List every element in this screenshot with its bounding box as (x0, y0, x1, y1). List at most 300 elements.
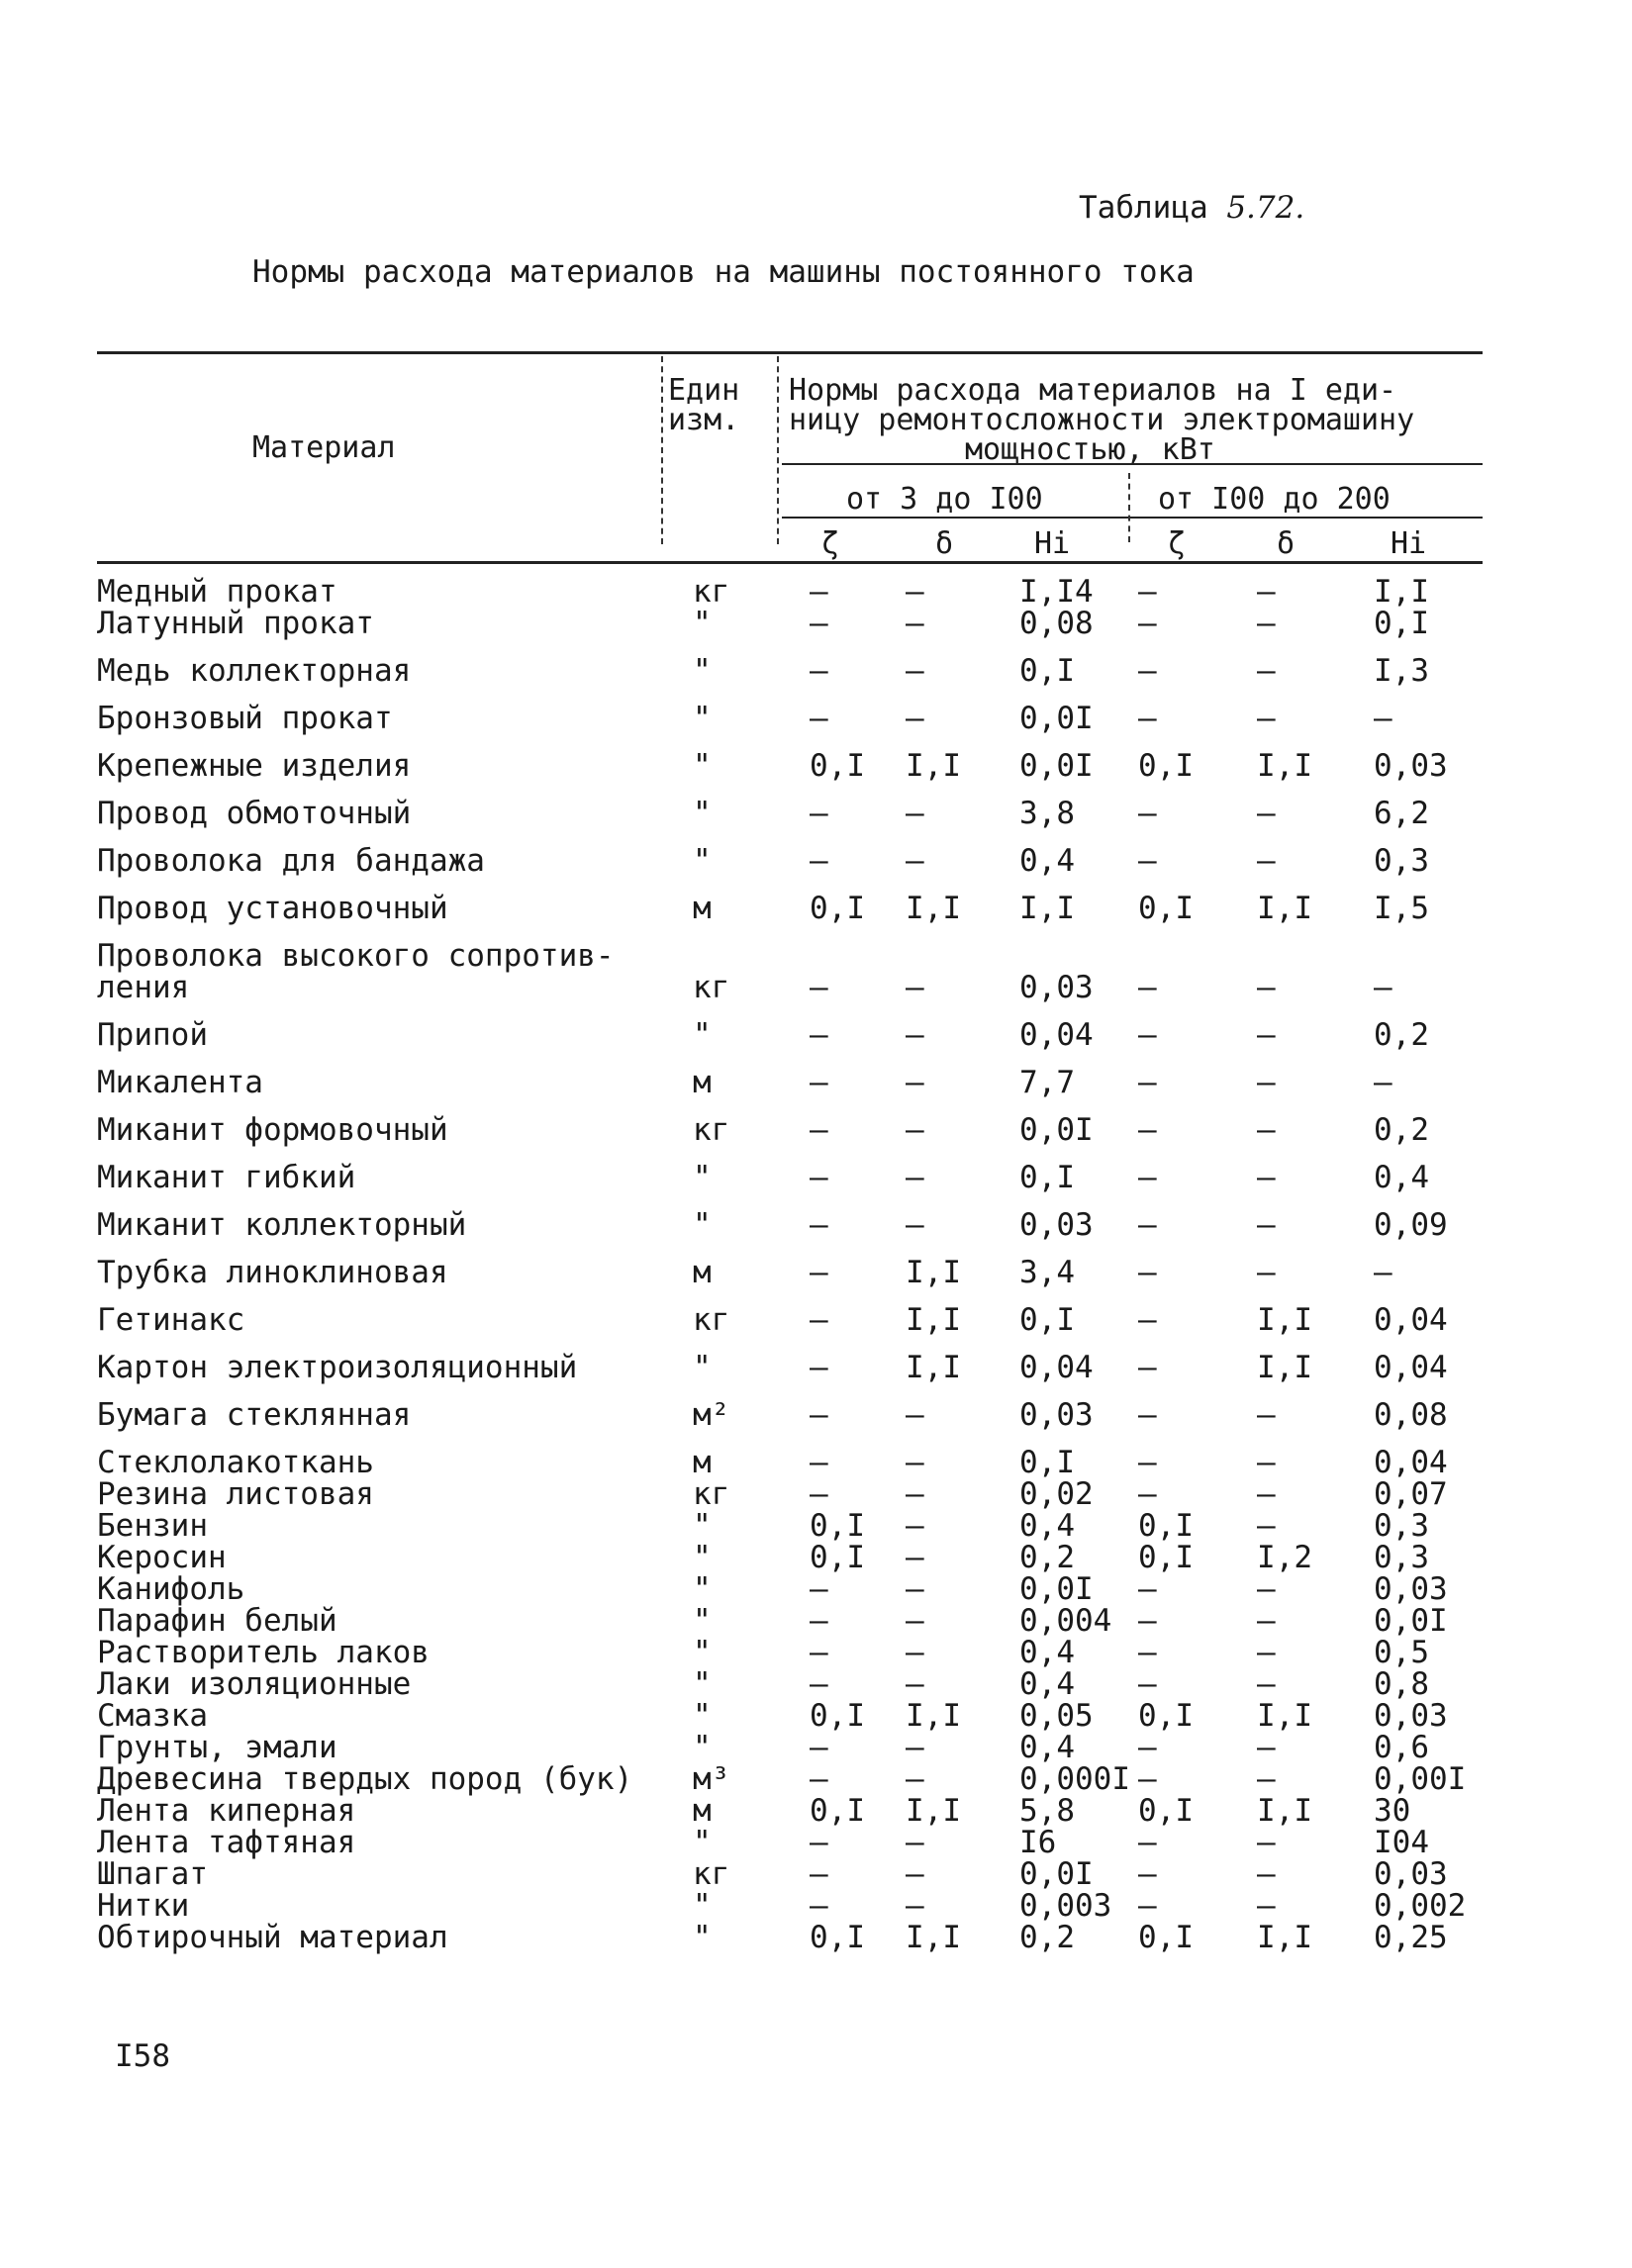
table-row (0, 798, 1632, 829)
value-cell: I,I (906, 1255, 961, 1290)
material-cell: Лаки изоляционные (97, 1666, 412, 1702)
value-cell: 0,I (1019, 653, 1075, 689)
value-cell: – (1138, 970, 1157, 1005)
unit-cell: " (693, 1825, 712, 1860)
value-cell: 0,03 (1019, 970, 1094, 1005)
value-cell: – (1257, 1730, 1276, 1765)
material-cell: Лента киперная (97, 1793, 356, 1829)
table-row (0, 893, 1632, 924)
table-number-value: 5.72. (1226, 190, 1305, 226)
unit-cell: м² (693, 1397, 730, 1433)
table-row (0, 1209, 1632, 1241)
material-cell: Микалента (97, 1065, 263, 1100)
sub-header-6: Hi (1391, 526, 1427, 561)
table-row (0, 1399, 1632, 1431)
value-cell: 0,I (810, 748, 865, 784)
value-cell: 0,0I (1019, 1112, 1094, 1148)
value-cell: – (1257, 970, 1276, 1005)
value-cell: – (906, 1445, 924, 1480)
value-cell: – (1257, 1635, 1276, 1670)
table-row (0, 845, 1632, 877)
value-cell: – (1138, 1825, 1157, 1860)
value-cell: I,I (1257, 748, 1312, 784)
material-cell: Шпагат (97, 1856, 208, 1892)
value-cell: – (906, 1730, 924, 1765)
value-cell: – (906, 1540, 924, 1575)
table-row (0, 1795, 1632, 1827)
value-cell: – (906, 653, 924, 689)
value-cell: – (906, 796, 924, 831)
value-cell: – (1138, 653, 1157, 689)
value-cell: I,I4 (1019, 574, 1094, 610)
value-cell: – (810, 1603, 828, 1639)
value-cell: – (1257, 1112, 1276, 1148)
value-cell: I04 (1374, 1825, 1429, 1860)
value-cell: – (1138, 796, 1157, 831)
value-cell: – (1374, 1065, 1392, 1100)
value-cell: 0,05 (1019, 1698, 1094, 1734)
value-cell: – (1138, 1207, 1157, 1243)
value-cell: 3,8 (1019, 796, 1075, 831)
value-cell: – (906, 1017, 924, 1053)
value-cell: – (810, 701, 828, 736)
value-cell: – (810, 1666, 828, 1702)
value-cell: 0,08 (1019, 606, 1094, 641)
table-row (0, 1510, 1632, 1542)
table-row (0, 1067, 1632, 1098)
value-cell: – (1138, 1888, 1157, 1924)
material-cell: Керосин (97, 1540, 227, 1575)
material-cell: Провод установочный (97, 891, 448, 926)
material-cell: Медь коллекторная (97, 653, 412, 689)
value-cell: 0,03 (1374, 1856, 1448, 1892)
value-cell: 0,4 (1019, 1508, 1075, 1544)
value-cell: 0,0I (1019, 1571, 1094, 1607)
unit-cell: " (693, 843, 712, 879)
value-cell: – (906, 1761, 924, 1797)
value-cell: 0,2 (1374, 1112, 1429, 1148)
value-cell: – (906, 1397, 924, 1433)
unit-cell: м³ (693, 1761, 730, 1797)
value-cell: – (906, 1825, 924, 1860)
table-row (0, 1827, 1632, 1858)
sub-header-5: δ (1277, 526, 1296, 561)
unit-cell: " (693, 796, 712, 831)
value-cell: – (1257, 1508, 1276, 1544)
material-cell: Миканит коллекторный (97, 1207, 467, 1243)
value-cell: – (906, 1603, 924, 1639)
value-cell: – (1138, 1856, 1157, 1892)
unit-cell: кг (693, 574, 730, 610)
value-cell: 0,I (1138, 1540, 1194, 1575)
value-cell: – (810, 1160, 828, 1195)
material-cell: Латунный прокат (97, 606, 374, 641)
value-cell: 0,0I (1019, 748, 1094, 784)
value-cell: 0,0I (1374, 1603, 1448, 1639)
material-cell: Бронзовый прокат (97, 701, 393, 736)
value-cell: 0,I (810, 1920, 865, 1955)
table-row (0, 1668, 1632, 1700)
sub-header-1: ζ (821, 526, 840, 561)
unit-cell: " (693, 1603, 712, 1639)
value-cell: – (906, 1112, 924, 1148)
unit-cell: " (693, 653, 712, 689)
value-cell: – (810, 1476, 828, 1512)
material-cell: Растворитель лаков (97, 1635, 430, 1670)
value-cell: – (1257, 1017, 1276, 1053)
value-cell: – (906, 1571, 924, 1607)
material-cell: Провод обмоточный (97, 796, 412, 831)
value-cell: – (1138, 1666, 1157, 1702)
table-row (0, 1763, 1632, 1795)
table-label: Таблица (1079, 190, 1208, 226)
table-row (0, 1542, 1632, 1573)
unit-column-divider (661, 356, 663, 544)
norms-column-divider (777, 356, 779, 544)
value-cell: – (810, 1302, 828, 1338)
value-cell: I,3 (1374, 653, 1429, 689)
value-cell: 0,04 (1374, 1350, 1448, 1385)
unit-cell: м (693, 1445, 712, 1480)
value-cell: 0,I (1138, 1508, 1194, 1544)
norms-header-line2: ницу ремонтосложности электромашину (789, 403, 1415, 437)
value-cell: I,5 (1374, 891, 1429, 926)
table-row (0, 1478, 1632, 1510)
unit-cell: " (693, 1920, 712, 1955)
value-cell: 0,003 (1019, 1888, 1112, 1924)
value-cell: – (1374, 1255, 1392, 1290)
value-cell: 0,03 (1019, 1397, 1094, 1433)
unit-cell: " (693, 1698, 712, 1734)
value-cell: – (906, 1476, 924, 1512)
value-cell: 0,03 (1374, 748, 1448, 784)
table-title: Нормы расхода материалов на машины постоянного тока (252, 254, 1195, 290)
unit-cell: кг (693, 970, 730, 1005)
value-cell: I,I (1374, 574, 1429, 610)
table-row (0, 972, 1632, 1003)
value-cell: I,I (1257, 1920, 1312, 1955)
value-cell: 0,02 (1019, 1476, 1094, 1512)
value-cell: – (906, 701, 924, 736)
page-number: I58 (115, 2038, 170, 2074)
value-cell: – (810, 1761, 828, 1797)
value-cell: 0,I (1019, 1160, 1075, 1195)
value-cell: 0,I (810, 1698, 865, 1734)
table-row (0, 1162, 1632, 1193)
table-row (0, 1605, 1632, 1637)
unit-cell: м (693, 1255, 712, 1290)
range-divider (1128, 473, 1130, 542)
unit-cell: м (693, 1065, 712, 1100)
material-cell: Гетинакс (97, 1302, 245, 1338)
value-cell: – (810, 653, 828, 689)
value-cell: 0,I (1138, 1920, 1194, 1955)
material-cell: Резина листовая (97, 1476, 374, 1512)
header-bottom-rule (97, 561, 1483, 564)
unit-cell: " (693, 748, 712, 784)
value-cell: – (1138, 1397, 1157, 1433)
value-cell: – (1138, 1445, 1157, 1480)
value-cell: – (1138, 1350, 1157, 1385)
material-cell: Проволока для бандажа (97, 843, 485, 879)
sub-header-4: ζ (1168, 526, 1187, 561)
value-cell: – (906, 574, 924, 610)
value-cell: – (1257, 1207, 1276, 1243)
unit-cell: м (693, 891, 712, 926)
value-cell: I,I (906, 1350, 961, 1385)
value-cell: – (810, 1571, 828, 1607)
value-cell: – (906, 1888, 924, 1924)
value-cell: 0,04 (1019, 1350, 1094, 1385)
value-cell: 0,07 (1374, 1476, 1448, 1512)
value-cell: I,I (906, 1920, 961, 1955)
value-cell: – (1257, 701, 1276, 736)
table-row (0, 608, 1632, 639)
value-cell: I,I (906, 748, 961, 784)
norms-header-line3: мощностью, кВт (965, 432, 1215, 467)
value-cell: 0,3 (1374, 1540, 1429, 1575)
value-cell: 0,4 (1019, 1635, 1075, 1670)
value-cell: 5,8 (1019, 1793, 1075, 1829)
table-row (0, 1637, 1632, 1668)
value-cell: – (810, 796, 828, 831)
value-cell: – (810, 843, 828, 879)
value-cell: – (1138, 1761, 1157, 1797)
value-cell: 0,04 (1374, 1445, 1448, 1480)
value-cell: – (1138, 843, 1157, 879)
sub-header-2: δ (935, 526, 954, 561)
value-cell: 0,004 (1019, 1603, 1112, 1639)
value-cell: – (1257, 606, 1276, 641)
value-cell: – (1257, 574, 1276, 610)
sub-header-3: Hi (1034, 526, 1071, 561)
material-cell: Обтирочный материал (97, 1920, 448, 1955)
value-cell: – (1257, 796, 1276, 831)
value-cell: – (906, 970, 924, 1005)
value-cell: I,I (1257, 1350, 1312, 1385)
unit-cell: " (693, 1017, 712, 1053)
unit-cell: " (693, 1540, 712, 1575)
value-cell: I,I (1257, 1698, 1312, 1734)
value-cell: 0,3 (1374, 843, 1429, 879)
value-cell: – (810, 1635, 828, 1670)
material-cell: Миканит гибкий (97, 1160, 356, 1195)
value-cell: – (1138, 1160, 1157, 1195)
value-cell: – (906, 1160, 924, 1195)
value-cell: 0,2 (1374, 1017, 1429, 1053)
value-cell: – (1257, 1397, 1276, 1433)
value-cell: – (1138, 1112, 1157, 1148)
material-cell: Канифоль (97, 1571, 245, 1607)
value-cell: 0,I (810, 891, 865, 926)
value-cell: – (1374, 970, 1392, 1005)
value-cell: – (1257, 1476, 1276, 1512)
unit-cell: " (693, 1160, 712, 1195)
value-cell: – (906, 1207, 924, 1243)
value-cell: – (1257, 653, 1276, 689)
value-cell: 0,0I (1019, 1856, 1094, 1892)
range-header-1: от 3 до I00 (846, 482, 1043, 517)
value-cell: – (1138, 701, 1157, 736)
value-cell: 0,2 (1019, 1920, 1075, 1955)
value-cell: 0,3 (1374, 1508, 1429, 1544)
value-cell: 6,2 (1374, 796, 1429, 831)
value-cell: – (1374, 701, 1392, 736)
value-cell: 0,000I (1019, 1761, 1130, 1797)
value-cell: – (1138, 606, 1157, 641)
value-cell: 0,I (1374, 606, 1429, 641)
value-cell: 0,2 (1019, 1540, 1075, 1575)
unit-cell: м (693, 1793, 712, 1829)
unit-cell: " (693, 1508, 712, 1544)
value-cell: – (906, 1065, 924, 1100)
value-cell: – (810, 1065, 828, 1100)
value-cell: 0,4 (1374, 1160, 1429, 1195)
value-cell: 0,I (810, 1793, 865, 1829)
value-cell: 0,I (1138, 748, 1194, 784)
unit-cell: кг (693, 1856, 730, 1892)
table-row (0, 655, 1632, 687)
value-cell: – (810, 1397, 828, 1433)
value-cell: – (1138, 1603, 1157, 1639)
value-cell: – (1138, 1302, 1157, 1338)
value-cell: 3,4 (1019, 1255, 1075, 1290)
value-cell: 0,I (1138, 1793, 1194, 1829)
material-header: Материал (252, 430, 396, 465)
value-cell: – (1257, 1255, 1276, 1290)
value-cell: 0,04 (1374, 1302, 1448, 1338)
value-cell: 0,5 (1374, 1635, 1429, 1670)
value-cell: – (1257, 843, 1276, 879)
value-cell: – (1138, 1571, 1157, 1607)
unit-cell: " (693, 1350, 712, 1385)
value-cell: – (1257, 1065, 1276, 1100)
unit-cell: " (693, 1666, 712, 1702)
table-row (0, 703, 1632, 734)
table-row (0, 1019, 1632, 1051)
value-cell: – (810, 1445, 828, 1480)
value-cell: – (1257, 1160, 1276, 1195)
value-cell: – (906, 1666, 924, 1702)
value-cell: – (906, 1508, 924, 1544)
value-cell: 0,03 (1019, 1207, 1094, 1243)
table-row (0, 1858, 1632, 1890)
unit-header-line1: Един (668, 373, 740, 408)
value-cell: 7,7 (1019, 1065, 1075, 1100)
material-cell: ления (97, 970, 190, 1005)
table-row (0, 576, 1632, 608)
unit-header-line2: изм. (668, 403, 740, 437)
value-cell: – (810, 1825, 828, 1860)
value-cell: 0,I (810, 1508, 865, 1544)
unit-cell: " (693, 1730, 712, 1765)
value-cell: I,I (906, 891, 961, 926)
table-row (0, 1922, 1632, 1953)
value-cell: – (1257, 1888, 1276, 1924)
value-cell: I,2 (1257, 1540, 1312, 1575)
material-cell: Парафин белый (97, 1603, 337, 1639)
table-row (0, 1114, 1632, 1146)
value-cell: 0,I (1019, 1445, 1075, 1480)
norms-header-line1: Нормы расхода материалов на I еди- (789, 373, 1397, 408)
value-cell: – (1257, 1856, 1276, 1892)
value-cell: 0,03 (1374, 1571, 1448, 1607)
material-cell: Бумага стеклянная (97, 1397, 412, 1433)
value-cell: – (1138, 1017, 1157, 1053)
unit-cell: кг (693, 1476, 730, 1512)
value-cell: I,I (1019, 891, 1075, 926)
value-cell: I,I (1257, 891, 1312, 926)
value-cell: – (810, 1730, 828, 1765)
table-row (0, 940, 1632, 972)
value-cell: 0,I (1138, 1698, 1194, 1734)
value-cell: I,I (906, 1698, 961, 1734)
table-row (0, 1573, 1632, 1605)
value-cell: 0,I (810, 1540, 865, 1575)
value-cell: 30 (1374, 1793, 1411, 1829)
table-row (0, 1890, 1632, 1922)
value-cell: – (810, 606, 828, 641)
material-cell: Бензин (97, 1508, 208, 1544)
material-cell: Нитки (97, 1888, 190, 1924)
material-cell: Грунты, эмали (97, 1730, 337, 1765)
unit-cell: " (693, 1888, 712, 1924)
value-cell: 0,8 (1374, 1666, 1429, 1702)
value-cell: 0,25 (1374, 1920, 1448, 1955)
value-cell: – (1257, 1603, 1276, 1639)
value-cell: – (1257, 1761, 1276, 1797)
value-cell: – (810, 574, 828, 610)
value-cell: – (906, 1856, 924, 1892)
value-cell: 0,002 (1374, 1888, 1467, 1924)
ranges-underline (782, 517, 1483, 519)
value-cell: I,I (906, 1793, 961, 1829)
table-number (1079, 190, 1304, 226)
value-cell: – (1257, 1571, 1276, 1607)
material-cell: Лента тафтяная (97, 1825, 356, 1860)
value-cell: – (810, 1207, 828, 1243)
value-cell: – (1257, 1666, 1276, 1702)
value-cell: – (1138, 1635, 1157, 1670)
value-cell: – (810, 1255, 828, 1290)
material-cell: Стеклолакоткань (97, 1445, 374, 1480)
value-cell: – (1138, 1476, 1157, 1512)
value-cell: 0,09 (1374, 1207, 1448, 1243)
value-cell: 0,03 (1374, 1698, 1448, 1734)
value-cell: 0,6 (1374, 1730, 1429, 1765)
table-row (0, 1732, 1632, 1763)
material-cell: Трубка линоклиновая (97, 1255, 448, 1290)
unit-cell: " (693, 1207, 712, 1243)
unit-cell: " (693, 701, 712, 736)
value-cell: – (810, 1856, 828, 1892)
table-row (0, 1304, 1632, 1336)
value-cell: 0,04 (1019, 1017, 1094, 1053)
value-cell: 0,08 (1374, 1397, 1448, 1433)
table-top-rule (97, 351, 1483, 354)
material-cell: Смазка (97, 1698, 208, 1734)
value-cell: – (1257, 1825, 1276, 1860)
unit-cell: " (693, 606, 712, 641)
material-cell: Картон электроизоляционный (97, 1350, 578, 1385)
value-cell: – (906, 606, 924, 641)
table-row (0, 1700, 1632, 1732)
material-cell: Проволока высокого сопротив- (97, 938, 615, 974)
value-cell: – (1138, 1065, 1157, 1100)
value-cell: I,I (1257, 1302, 1312, 1338)
value-cell: – (810, 1350, 828, 1385)
material-cell: Припой (97, 1017, 208, 1053)
